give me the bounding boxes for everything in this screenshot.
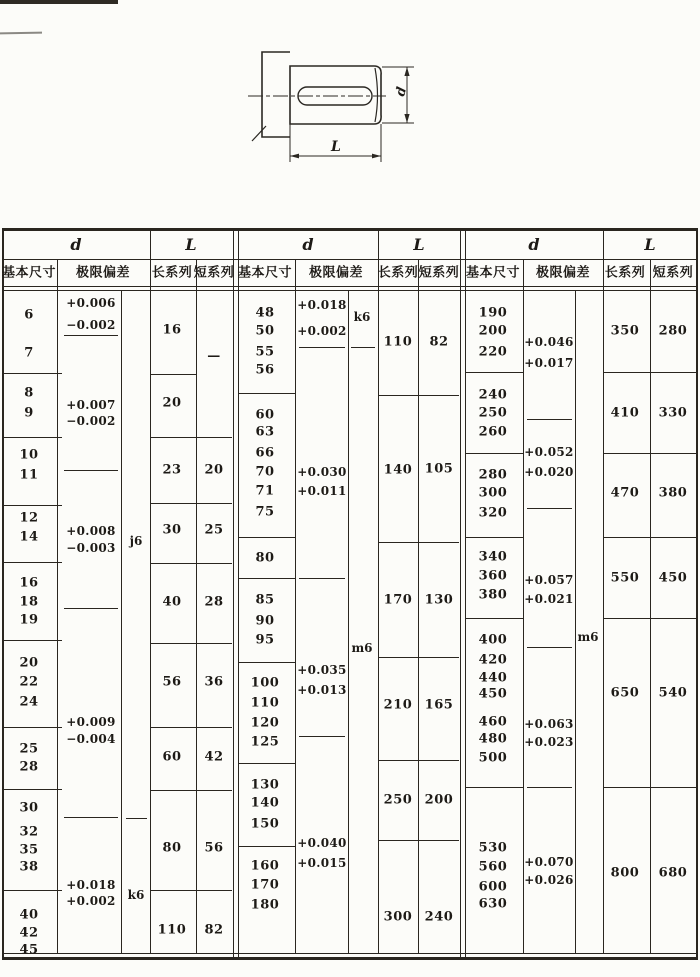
cell-base: 100 (250, 675, 280, 691)
row-divider (650, 372, 697, 373)
row-divider (650, 453, 697, 454)
row-divider (466, 372, 524, 373)
cell-dev: −0.004 (66, 732, 116, 746)
cell-base: 460 (478, 714, 508, 730)
column-header: 极限偏差 (535, 265, 591, 281)
cell-base: 200 (478, 323, 508, 339)
row-divider (650, 618, 697, 619)
cell-dev: +0.017 (524, 356, 574, 370)
cell-short: 56 (204, 840, 224, 856)
rule-line (2, 228, 698, 231)
cell-base: 32 (19, 824, 39, 840)
cell-base: 140 (250, 795, 280, 811)
cell-base: 420 (478, 652, 508, 668)
cell-long: 250 (383, 792, 413, 808)
row-divider (2, 437, 62, 438)
row-divider (418, 760, 459, 761)
cell-base: 25 (19, 741, 39, 757)
row-divider (299, 736, 345, 737)
cell-base: 240 (478, 387, 508, 403)
cell-short: 82 (429, 334, 449, 350)
cell-base: 380 (478, 587, 508, 603)
cell-long: 140 (383, 462, 413, 478)
row-divider (379, 840, 418, 841)
row-divider (64, 817, 118, 818)
cell-base: 48 (255, 305, 275, 321)
cell-dev: +0.002 (297, 324, 347, 338)
cell-short: 280 (658, 323, 688, 339)
cell-long: 210 (383, 697, 413, 713)
column-line (460, 229, 461, 958)
row-divider (351, 347, 375, 348)
cell-base: 300 (478, 485, 508, 501)
row-divider (418, 395, 459, 396)
cell-short: 28 (204, 594, 224, 610)
cell-base: 280 (478, 467, 508, 483)
row-divider (151, 790, 196, 791)
d-dimension-label: d (393, 85, 411, 99)
cell-short: 105 (424, 461, 454, 477)
cell-dev: +0.013 (297, 683, 347, 697)
row-divider (379, 542, 418, 543)
column-header: 短系列 (418, 265, 460, 281)
cell-dev: +0.020 (524, 465, 574, 479)
cell-base: 50 (255, 323, 275, 339)
column-line (418, 259, 419, 953)
column-line (295, 259, 296, 953)
rule-line (2, 286, 698, 287)
row-divider (126, 818, 147, 819)
cell-long: 170 (383, 592, 413, 608)
cell-base: 340 (478, 549, 508, 565)
cell-base: 80 (255, 550, 275, 566)
cell-dev: +0.018 (297, 298, 347, 312)
row-divider (604, 372, 650, 373)
cell-base: 71 (255, 483, 275, 499)
column-header: 短系列 (652, 265, 694, 281)
cell-base: 35 (19, 842, 39, 858)
column-group-header: L (644, 235, 656, 254)
cell-short: 165 (424, 697, 454, 713)
row-divider (418, 840, 459, 841)
column-header: 长系列 (604, 265, 646, 281)
row-divider (527, 647, 572, 648)
column-line (2, 229, 4, 958)
cell-dev: +0.006 (66, 296, 116, 310)
row-divider (239, 578, 296, 579)
column-header: 长系列 (151, 265, 193, 281)
column-line (121, 291, 122, 953)
cell-short: 540 (658, 685, 688, 701)
cell-short: 36 (204, 674, 224, 690)
cell-base: 120 (250, 715, 280, 731)
cell-base: 42 (19, 925, 39, 941)
column-line (196, 259, 197, 953)
cell-long: 60 (162, 749, 182, 765)
cell-dev: +0.015 (297, 856, 347, 870)
row-divider (64, 470, 118, 471)
row-divider (527, 508, 572, 509)
cell-tol: m6 (577, 630, 599, 644)
row-divider (466, 787, 524, 788)
column-header: 长系列 (377, 265, 419, 281)
row-divider (196, 790, 232, 791)
cell-dev: −0.003 (66, 541, 116, 555)
cell-long: 16 (162, 322, 182, 338)
row-divider (239, 393, 296, 394)
column-header: 极限偏差 (75, 265, 131, 281)
cell-base: 450 (478, 686, 508, 702)
cell-dev: +0.063 (524, 717, 574, 731)
cell-base: 30 (19, 800, 39, 816)
column-line (348, 291, 349, 953)
cell-base: 440 (478, 670, 508, 686)
cell-short: — (207, 348, 221, 364)
cell-dev: +0.002 (66, 894, 116, 908)
cell-base: 12 (19, 510, 39, 526)
cell-long: 300 (383, 909, 413, 925)
row-divider (650, 537, 697, 538)
cell-base: 11 (19, 467, 39, 483)
column-line (378, 229, 379, 953)
cell-dev: +0.026 (524, 873, 574, 887)
row-divider (239, 537, 296, 538)
row-divider (196, 563, 232, 564)
cell-base: 55 (255, 344, 275, 360)
cell-dev: +0.021 (524, 592, 574, 606)
cell-long: 30 (162, 522, 182, 538)
cell-base: 480 (478, 731, 508, 747)
cell-long: 80 (162, 840, 182, 856)
cell-base: 19 (19, 612, 39, 628)
row-divider (196, 890, 232, 891)
cell-dev: +0.011 (297, 484, 347, 498)
cell-dev: +0.030 (297, 465, 347, 479)
cell-base: 85 (255, 592, 275, 608)
cell-short: 200 (424, 792, 454, 808)
row-divider (151, 503, 196, 504)
cell-base: 170 (250, 877, 280, 893)
column-line (238, 229, 239, 958)
cell-base: 75 (255, 504, 275, 520)
row-divider (379, 395, 418, 396)
cell-short: 82 (204, 922, 224, 938)
cell-base: 560 (478, 859, 508, 875)
cell-base: 190 (478, 305, 508, 321)
row-divider (466, 453, 524, 454)
cell-base: 22 (19, 674, 39, 690)
cell-dev: +0.035 (297, 663, 347, 677)
cell-base: 10 (19, 447, 39, 463)
row-divider (151, 890, 196, 891)
cell-base: 63 (255, 424, 275, 440)
row-divider (379, 760, 418, 761)
cell-base: 20 (19, 655, 39, 671)
row-divider (604, 618, 650, 619)
column-line (465, 229, 466, 958)
cell-base: 600 (478, 879, 508, 895)
cell-short: 20 (204, 462, 224, 478)
cell-base: 130 (250, 777, 280, 793)
rule-line (2, 953, 698, 954)
cell-short: 240 (424, 909, 454, 925)
cell-long: 20 (162, 395, 182, 411)
cell-dev: +0.057 (524, 573, 574, 587)
row-divider (527, 419, 572, 420)
cell-base: 60 (255, 407, 275, 423)
cell-base: 16 (19, 575, 39, 591)
cell-base: 250 (478, 405, 508, 421)
column-line (650, 259, 651, 953)
row-divider (151, 374, 196, 375)
column-header: 基本尺寸 (1, 265, 57, 281)
cell-short: 450 (658, 570, 688, 586)
l-dimension-label: L (331, 139, 341, 155)
row-divider (151, 437, 196, 438)
row-divider (418, 542, 459, 543)
column-line (150, 229, 151, 953)
cell-base: 7 (24, 345, 34, 361)
cell-base: 180 (250, 897, 280, 913)
cell-base: 500 (478, 750, 508, 766)
row-divider (466, 537, 524, 538)
cell-short: 680 (658, 865, 688, 881)
cell-base: 160 (250, 858, 280, 874)
row-divider (604, 453, 650, 454)
column-line (233, 229, 234, 958)
rule-line (2, 290, 698, 291)
column-header: 短系列 (193, 265, 235, 281)
row-divider (196, 727, 232, 728)
cell-long: 470 (610, 485, 640, 501)
cell-tol: k6 (127, 888, 145, 902)
row-divider (239, 763, 296, 764)
column-group-header: d (302, 235, 314, 254)
column-header: 基本尺寸 (237, 265, 293, 281)
cell-short: 130 (424, 592, 454, 608)
cell-base: 70 (255, 464, 275, 480)
cell-base: 95 (255, 632, 275, 648)
cell-long: 800 (610, 865, 640, 881)
cell-dev: +0.009 (66, 715, 116, 729)
row-divider (527, 787, 572, 788)
cell-short: 380 (658, 485, 688, 501)
cell-base: 260 (478, 424, 508, 440)
column-header: 极限偏差 (308, 265, 364, 281)
cell-base: 24 (19, 694, 39, 710)
column-group-header: d (528, 235, 540, 254)
row-divider (299, 347, 345, 348)
row-divider (2, 640, 62, 641)
cell-dev: +0.040 (297, 836, 347, 850)
cell-base: 530 (478, 840, 508, 856)
row-divider (239, 846, 296, 847)
row-divider (239, 662, 296, 663)
row-divider (604, 787, 650, 788)
rule-line (2, 259, 698, 260)
row-divider (2, 505, 62, 506)
cell-long: 56 (162, 674, 182, 690)
row-divider (196, 503, 232, 504)
row-divider (2, 373, 62, 374)
column-group-header: L (413, 235, 425, 254)
column-line (575, 291, 576, 953)
cell-base: 8 (24, 385, 34, 401)
cell-dev: +0.007 (66, 398, 116, 412)
row-divider (650, 787, 697, 788)
cell-dev: +0.018 (66, 878, 116, 892)
cell-base: 45 (19, 942, 39, 958)
column-group-header: L (185, 235, 197, 254)
cell-long: 110 (157, 922, 187, 938)
row-divider (196, 437, 232, 438)
cell-base: 110 (250, 695, 280, 711)
cell-base: 125 (250, 734, 280, 750)
cell-dev: −0.002 (66, 414, 116, 428)
row-divider (196, 643, 232, 644)
cell-long: 650 (610, 685, 640, 701)
row-divider (418, 657, 459, 658)
row-divider (151, 727, 196, 728)
column-group-header: d (70, 235, 82, 254)
row-divider (2, 727, 62, 728)
cell-dev: +0.052 (524, 445, 574, 459)
cell-tol: j6 (129, 534, 143, 548)
row-divider (604, 537, 650, 538)
cell-dev: +0.070 (524, 855, 574, 869)
cell-dev: +0.008 (66, 524, 116, 538)
cell-short: 25 (204, 522, 224, 538)
cell-dev: −0.002 (66, 318, 116, 332)
cell-base: 320 (478, 505, 508, 521)
row-divider (2, 789, 62, 790)
cell-base: 28 (19, 759, 39, 775)
cell-base: 40 (19, 907, 39, 923)
cell-short: 330 (658, 405, 688, 421)
cell-base: 220 (478, 344, 508, 360)
column-line (603, 229, 604, 953)
cell-base: 18 (19, 594, 39, 610)
cell-long: 550 (610, 570, 640, 586)
cell-base: 14 (19, 529, 39, 545)
cell-short: 42 (204, 749, 224, 765)
column-header: 基本尺寸 (465, 265, 521, 281)
row-divider (151, 563, 196, 564)
rule-line (2, 957, 698, 960)
row-divider (379, 657, 418, 658)
cell-long: 110 (383, 334, 413, 350)
cell-dev: +0.046 (524, 335, 574, 349)
cell-base: 630 (478, 896, 508, 912)
cell-base: 9 (24, 405, 34, 421)
row-divider (64, 608, 118, 609)
cell-base: 66 (255, 445, 275, 461)
row-divider (2, 890, 62, 891)
cell-base: 6 (24, 307, 34, 323)
cell-long: 350 (610, 323, 640, 339)
row-divider (299, 578, 345, 579)
cell-base: 400 (478, 632, 508, 648)
row-divider (64, 335, 118, 336)
row-divider (2, 562, 62, 563)
cell-tol: m6 (351, 641, 373, 655)
cell-tol: k6 (353, 310, 371, 324)
cell-long: 410 (610, 405, 640, 421)
cell-base: 150 (250, 816, 280, 832)
column-line (696, 229, 698, 958)
column-line (57, 259, 58, 953)
cell-base: 38 (19, 859, 39, 875)
cell-base: 56 (255, 362, 275, 378)
cell-long: 23 (162, 462, 182, 478)
cell-base: 360 (478, 568, 508, 584)
row-divider (151, 643, 196, 644)
row-divider (466, 618, 524, 619)
cell-base: 90 (255, 613, 275, 629)
cell-long: 40 (162, 594, 182, 610)
cell-dev: +0.023 (524, 735, 574, 749)
